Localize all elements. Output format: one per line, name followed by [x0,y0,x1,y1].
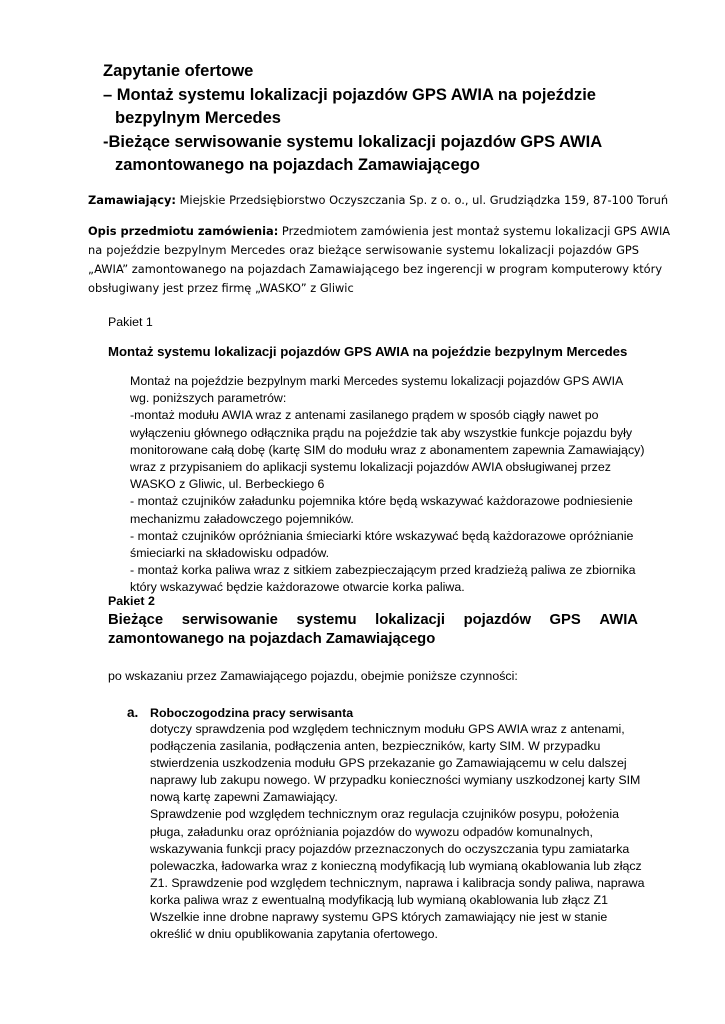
body-line: - montaż czujników opróżniania śmieciarki które wskazywać będą każdorazowe opróżnianie [130,528,634,543]
heading-word: lokalizacji [375,612,446,628]
ordering-party [88,192,669,208]
body-line: wyłączeniu głównego odłącznika prądu na pojeździe tak aby wszystkie funkcje pojazdu były [130,425,633,440]
order-description [88,222,671,298]
body-line: który wskazywać będzie każdorazowe otwarcie korka paliwa. [130,580,465,595]
body-line: wg. poniższych parametrów: [130,391,287,406]
body-line: dotyczy sprawdzenia pod względem technicznym modułu GPS AWIA wraz z antenami, [150,722,625,736]
ordering-party-text: Miejskie Przedsiębiorstwo Oczyszczania Sp. z o. o., ul. Grudziądzka 159, 87-100 Toruń [175,193,669,207]
description-line [88,222,671,241]
body-line: wraz z przypisaniem do aplikacji systemu lokalizacji pojazdów AWIA obsługiwanej przez [130,460,611,475]
title-line: zamontowanego na pojazdach Zamawiającego [115,156,480,174]
list-item-body [150,721,650,943]
title-line: -Bieżące serwisowanie systemu lokalizacji pojazdów GPS AWIA [103,132,603,151]
package-1-heading: Montaż systemu lokalizacji pojazdów GPS AWIA na pojeździe bezpylnym Mercedes [108,344,628,359]
description-label: Opis przedmiotu zamówienia: [88,224,279,238]
body-line: naprawy lub zakupu nowego. W przypadku konieczności wymiany uszkodzonej karty SIM [150,773,641,788]
title-line: bezpylnym Mercedes [115,109,281,127]
body-line: WASKO z Gliwic, ul. Berbeckiego 6 [130,477,325,492]
heading-word: AWIA [599,612,638,628]
package-2-label: Pakiet 2 [108,594,155,608]
heading-word: pojazdów [463,612,531,628]
heading-word: systemu [296,612,357,628]
body-line: Z1. Sprawdzenie pod względem technicznym, naprawa i kalibracja sondy paliwa, naprawa [150,875,645,890]
body-line: Sprawdzenie pod względem technicznym oraz regulacja czujników posypu, położenia [150,807,620,822]
title-line: – Montaż systemu lokalizacji pojazdów GPS AWIA na pojeździe [103,85,596,104]
body-line: korka paliwa wraz z ewentualną modyfikacją lub wymianą okablowania lub złącz Z1 [150,892,608,907]
description-line: na pojeździe bezpylnym Mercedes oraz bieżące serwisowanie systemu lokalizacji pojazdów GPS [88,243,639,257]
list-item-heading: Roboczogodzina pracy serwisanta [150,706,354,720]
body-line: mechanizmu załadowczego pojemników. [130,511,354,526]
title-line: Zapytanie ofertowe [103,62,254,80]
ordering-party-label: Zamawiający: [88,193,176,207]
package-2-intro: po wskazaniu przez Zamawiającego pojazdu, obejmie poniższe czynności: [108,669,518,683]
body-line: monitorowane całą dobę (kartę SIM do modułu wraz z abonamentem zapewnia Zamawiający) [130,442,645,457]
body-line: wskazywania funkcji pracy pojazdów przeznaczonych do oczyszczania typu zamiatarka [150,841,630,856]
list-item-marker: a. [127,705,139,720]
body-line: pługa, załadunku oraz opróżniania pojazdów do wywozu odpadów komunalnych, [150,824,593,839]
heading-line [108,611,638,630]
description-text: Przedmiotem zamówienia jest montaż systemu lokalizacji GPS AWIA [278,224,671,238]
body-line: -montaż modułu AWIA wraz z antenami zasilanego prądem w sposób ciągły nawet po [130,408,599,423]
body-line: podłączenia zasilania, podłączenia anten, bezpieczników, karty SIM. W przypadku [150,739,601,754]
body-line: - montaż korka paliwa wraz z sitkiem zabezpieczającym przed kradzieżą paliwa ze zbiornika [130,563,636,578]
package-2-heading [108,611,638,649]
body-line: nową kartę zapewni Zamawiający. [150,790,338,805]
body-line: polewaczka, ładowarka wraz z konieczną modyfikacją lub wymianą okablowania lub złącz [150,858,642,873]
package-1-body [130,373,645,597]
document-title [103,60,663,178]
body-line: określić w dniu opublikowania zapytania ofertowego. [150,927,438,942]
heading-line: zamontowanego na pojazdach Zamawiającego [108,631,436,647]
description-line: „AWIA” zamontowanego na pojazdach Zamawiającego bez ingerencji w program komputerowy który [88,262,663,276]
body-line: Montaż na pojeździe bezpylnym marki Mercedes systemu lokalizacji pojazdów GPS AWIA [130,374,624,388]
package-1-label: Pakiet 1 [108,315,153,329]
body-line: śmieciarki na składowisku odpadów. [130,546,330,561]
heading-word: GPS [549,612,581,628]
body-line: Wszelkie inne drobne naprawy systemu GPS których zamawiający nie jest w stanie [150,910,608,925]
description-line: obsługiwany jest przez firmę „WASKO” z Gliwic [88,281,354,295]
body-line: - montaż czujników załadunku pojemnika które będą wskazywać każdorazowe podniesienie [130,494,633,509]
body-line: stwierdzenia uszkodzenia modułu GPS przekazanie go Zamawiającemu w celu dalszej [150,756,627,771]
heading-word: serwisowanie [181,612,278,628]
heading-word: Bieżące [108,612,164,628]
